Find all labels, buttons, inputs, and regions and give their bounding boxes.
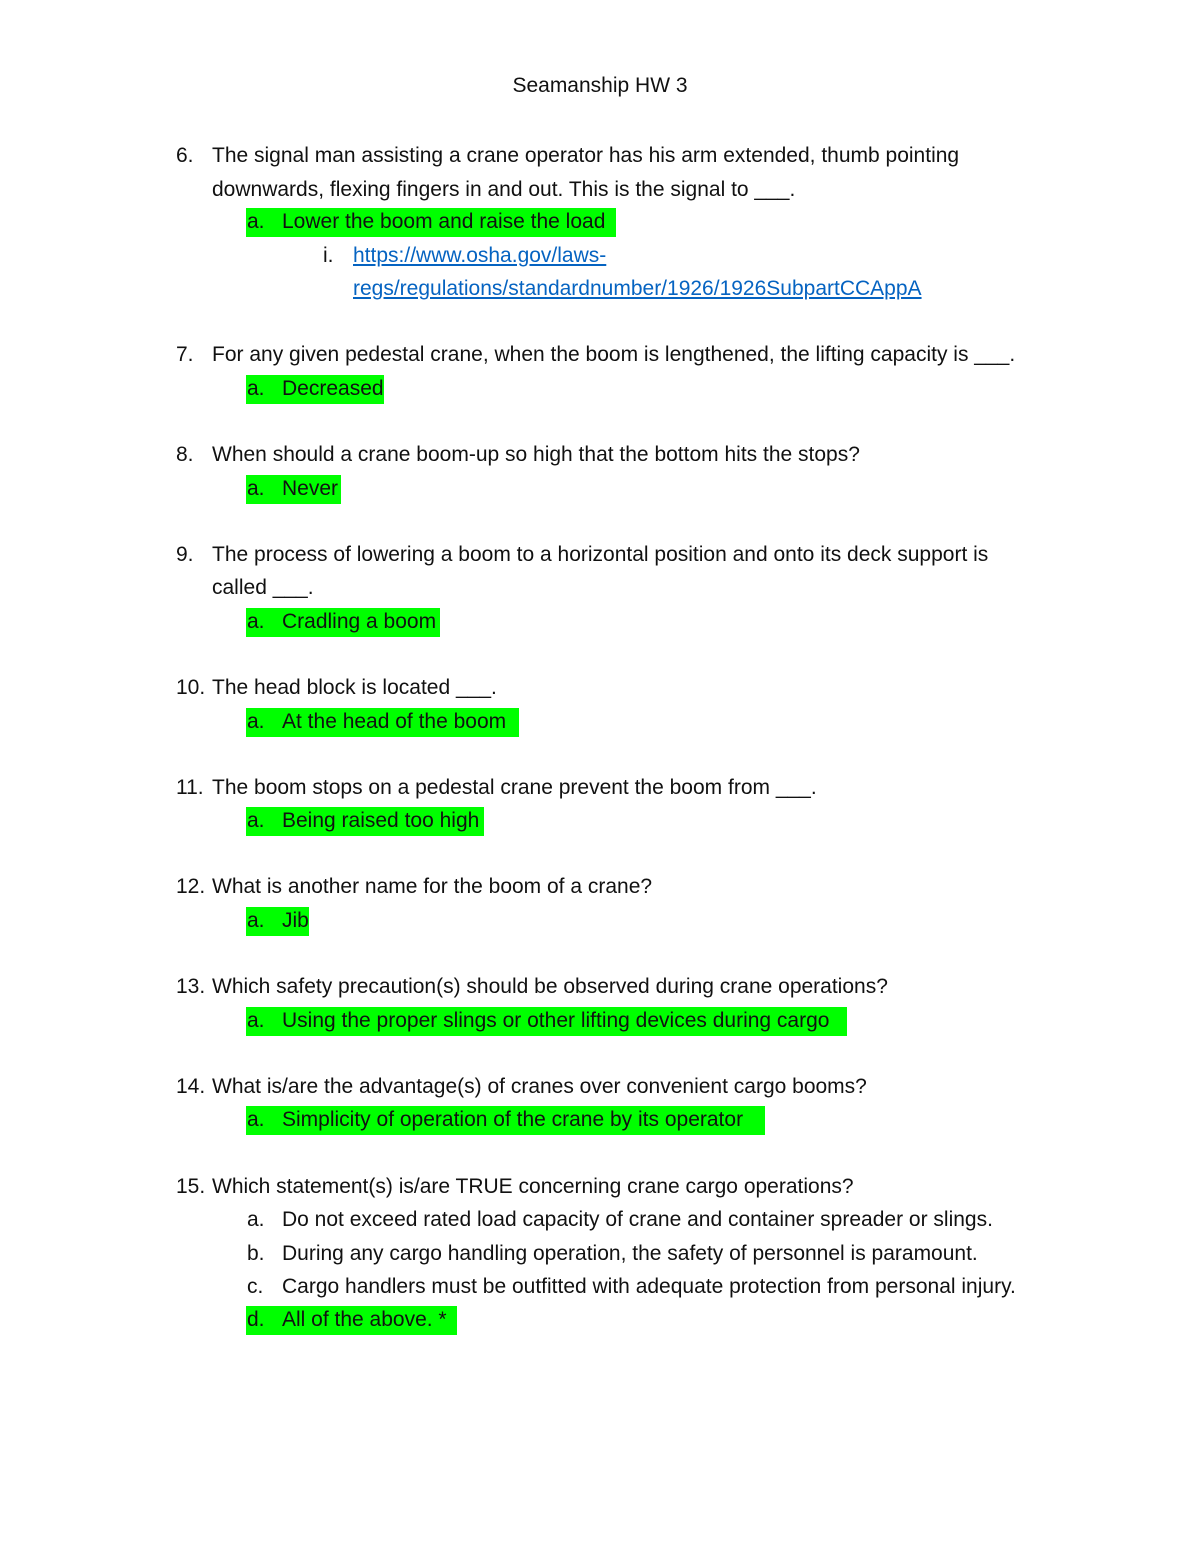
question-7-answer: Decreased — [282, 377, 384, 400]
question-15-number: 15. — [176, 1175, 206, 1198]
question-10-number: 10. — [176, 676, 206, 699]
question-11-answer-label: a. — [247, 809, 265, 832]
question-10-answer: At the head of the boom — [282, 710, 507, 733]
question-14-text: What is/are the advantage(s) of cranes over convenient cargo booms? — [212, 1075, 867, 1098]
question-8-text: When should a crane boom-up so high that the bottom hits the stops? — [212, 443, 860, 466]
question-14-answer: Simplicity of operation of the crane by its operator — [282, 1108, 744, 1131]
question-14-answer-label: a. — [247, 1108, 265, 1131]
question-15-option-c: Cargo handlers must be outfitted with adequate protection from personal injury. — [282, 1275, 1016, 1298]
question-9-answer-label: a. — [247, 610, 265, 633]
question-15-text: Which statement(s) is/are TRUE concerning crane cargo operations? — [212, 1175, 854, 1198]
question-13-answer-label: a. — [247, 1009, 265, 1032]
question-10-text: The head block is located ___. — [212, 676, 497, 699]
question-6-reference-label: i. — [323, 244, 334, 267]
question-9-text-line2: called ___. — [212, 576, 314, 599]
question-9-number: 9. — [176, 543, 194, 566]
question-6-text-line1: The signal man assisting a crane operator has his arm extended, thumb pointing — [212, 144, 960, 167]
question-15-option-b-label: b. — [247, 1242, 265, 1265]
question-7-answer-label: a. — [247, 377, 265, 400]
question-11-number: 11. — [176, 776, 204, 799]
question-6-text-line2: downwards, flexing fingers in and out. This is the signal to ___. — [212, 178, 796, 201]
question-13-answer: Using the proper slings or other lifting devices during cargo — [282, 1009, 830, 1032]
osha-reference-link[interactable]: https://www.osha.gov/laws- — [353, 244, 607, 267]
document-title: Seamanship HW 3 — [512, 74, 688, 97]
question-6-number: 6. — [176, 144, 194, 167]
question-15-option-d-label: d. — [247, 1308, 265, 1331]
question-9-text-line1: The process of lowering a boom to a horizontal position and onto its deck support is — [212, 543, 989, 566]
question-7-number: 7. — [176, 343, 194, 366]
question-6-answer: Lower the boom and raise the load — [282, 210, 606, 233]
question-12-answer: Jib — [282, 909, 309, 932]
question-13-number: 13. — [176, 975, 206, 998]
question-15-option-b: During any cargo handling operation, the safety of personnel is paramount. — [282, 1242, 978, 1265]
question-11-text: The boom stops on a pedestal crane prevent the boom from ___. — [212, 776, 817, 799]
question-10-answer-label: a. — [247, 710, 265, 733]
question-13-text: Which safety precaution(s) should be observed during crane operations? — [212, 975, 888, 998]
question-8-number: 8. — [176, 443, 194, 466]
osha-reference-link-continued[interactable]: regs/regulations/standardnumber/1926/1926SubpartCCAppA — [353, 277, 922, 300]
question-15-option-d: All of the above. * — [282, 1308, 447, 1331]
question-15-option-a-label: a. — [247, 1208, 265, 1231]
question-15-option-c-label: c. — [247, 1275, 264, 1298]
question-15-option-a: Do not exceed rated load capacity of crane and container spreader or slings. — [282, 1208, 993, 1231]
question-12-answer-label: a. — [247, 909, 265, 932]
question-12-text: What is another name for the boom of a crane? — [212, 875, 653, 898]
question-14-number: 14. — [176, 1075, 206, 1098]
question-8-answer-label: a. — [247, 477, 265, 500]
question-7-text: For any given pedestal crane, when the boom is lengthened, the lifting capacity is ___. — [212, 343, 1016, 366]
question-9-answer: Cradling a boom — [282, 610, 437, 633]
question-12-number: 12. — [176, 875, 206, 898]
question-11-answer: Being raised too high — [282, 809, 480, 832]
question-6-answer-label: a. — [247, 210, 265, 233]
question-8-answer: Never — [282, 477, 339, 500]
